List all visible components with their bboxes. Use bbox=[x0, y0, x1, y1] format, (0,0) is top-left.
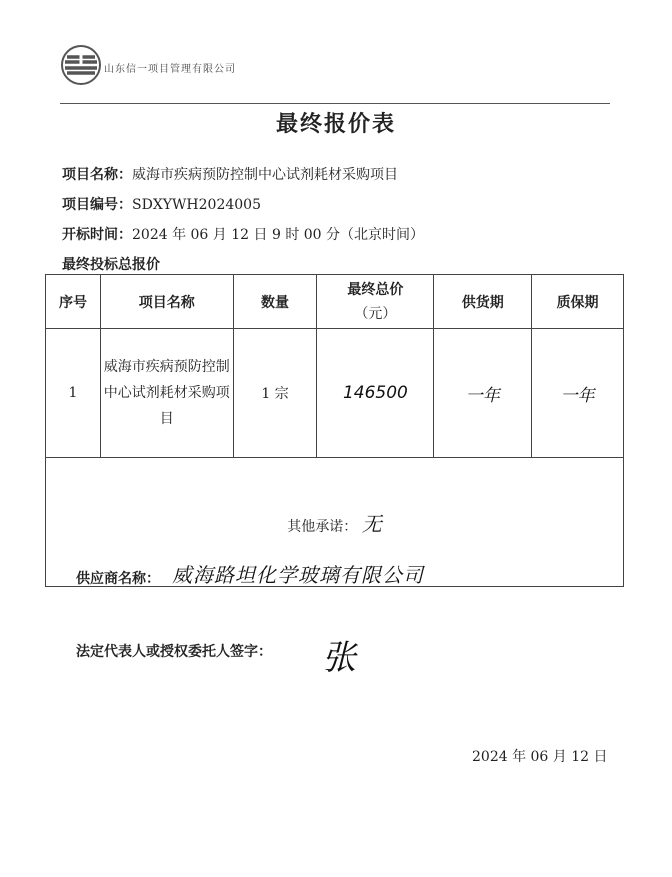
opening-time-line bbox=[62, 224, 424, 244]
project-number-label: 项目编号： bbox=[62, 197, 132, 213]
opening-time-value: 2024 年 06 月 12 日 9 时 00 分（北京时间） bbox=[132, 227, 425, 243]
project-name-line bbox=[62, 164, 398, 184]
project-number-value: SDXYWH2024005 bbox=[132, 197, 261, 213]
header-index: 序号 bbox=[46, 275, 101, 329]
handwritten-delivery: 一年 bbox=[465, 385, 500, 406]
table-row bbox=[46, 329, 624, 458]
page-title: 最终报价表 bbox=[275, 112, 396, 137]
project-name-value: 威海市疾病预防控制中心试剂耗材采购项目 bbox=[132, 167, 398, 183]
header-total-price bbox=[317, 275, 434, 329]
document-date: 2024 年 06 月 12 日 bbox=[472, 749, 608, 765]
handwritten-supplier-name: 威海路坦化学玻璃有限公司 bbox=[172, 563, 424, 587]
other-commitment-label: 其他承诺： bbox=[287, 518, 358, 535]
cell-index: 1 bbox=[46, 329, 101, 458]
handwritten-total-price: 146500 bbox=[342, 383, 408, 403]
section-title: 最终投标总报价 bbox=[62, 257, 160, 273]
table-header-row bbox=[46, 275, 624, 329]
cell-delivery bbox=[434, 329, 532, 458]
opening-time-label: 开标时间： bbox=[62, 227, 132, 243]
representative-label: 法定代表人或授权委托人签字： bbox=[76, 644, 272, 660]
header-project-name: 项目名称 bbox=[100, 275, 233, 329]
company-name: 山东信一项目管理有限公司 bbox=[104, 64, 236, 75]
header-divider bbox=[60, 103, 610, 104]
quote-table bbox=[45, 274, 624, 587]
header-delivery: 供货期 bbox=[434, 275, 532, 329]
cell-total-price bbox=[317, 329, 434, 458]
project-name-label: 项目名称： bbox=[62, 167, 132, 183]
handwritten-signature: 张 bbox=[322, 638, 356, 678]
cell-warranty bbox=[532, 329, 624, 458]
header-quantity: 数量 bbox=[233, 275, 317, 329]
cell-project-name: 威海市疾病预防控制中心试剂耗材采购项目 bbox=[100, 329, 233, 458]
project-number-line bbox=[62, 194, 261, 214]
handwritten-warranty: 一年 bbox=[560, 385, 595, 406]
supplier-label: 供应商名称： bbox=[76, 571, 160, 587]
handwritten-other-commitment: 无 bbox=[361, 511, 382, 536]
company-logo-icon bbox=[60, 44, 102, 86]
header-total-price-label: 最终总价 bbox=[347, 281, 404, 298]
header-total-price-unit: （元） bbox=[354, 305, 397, 322]
header-warranty: 质保期 bbox=[532, 275, 624, 329]
cell-quantity: 1 宗 bbox=[233, 329, 317, 458]
